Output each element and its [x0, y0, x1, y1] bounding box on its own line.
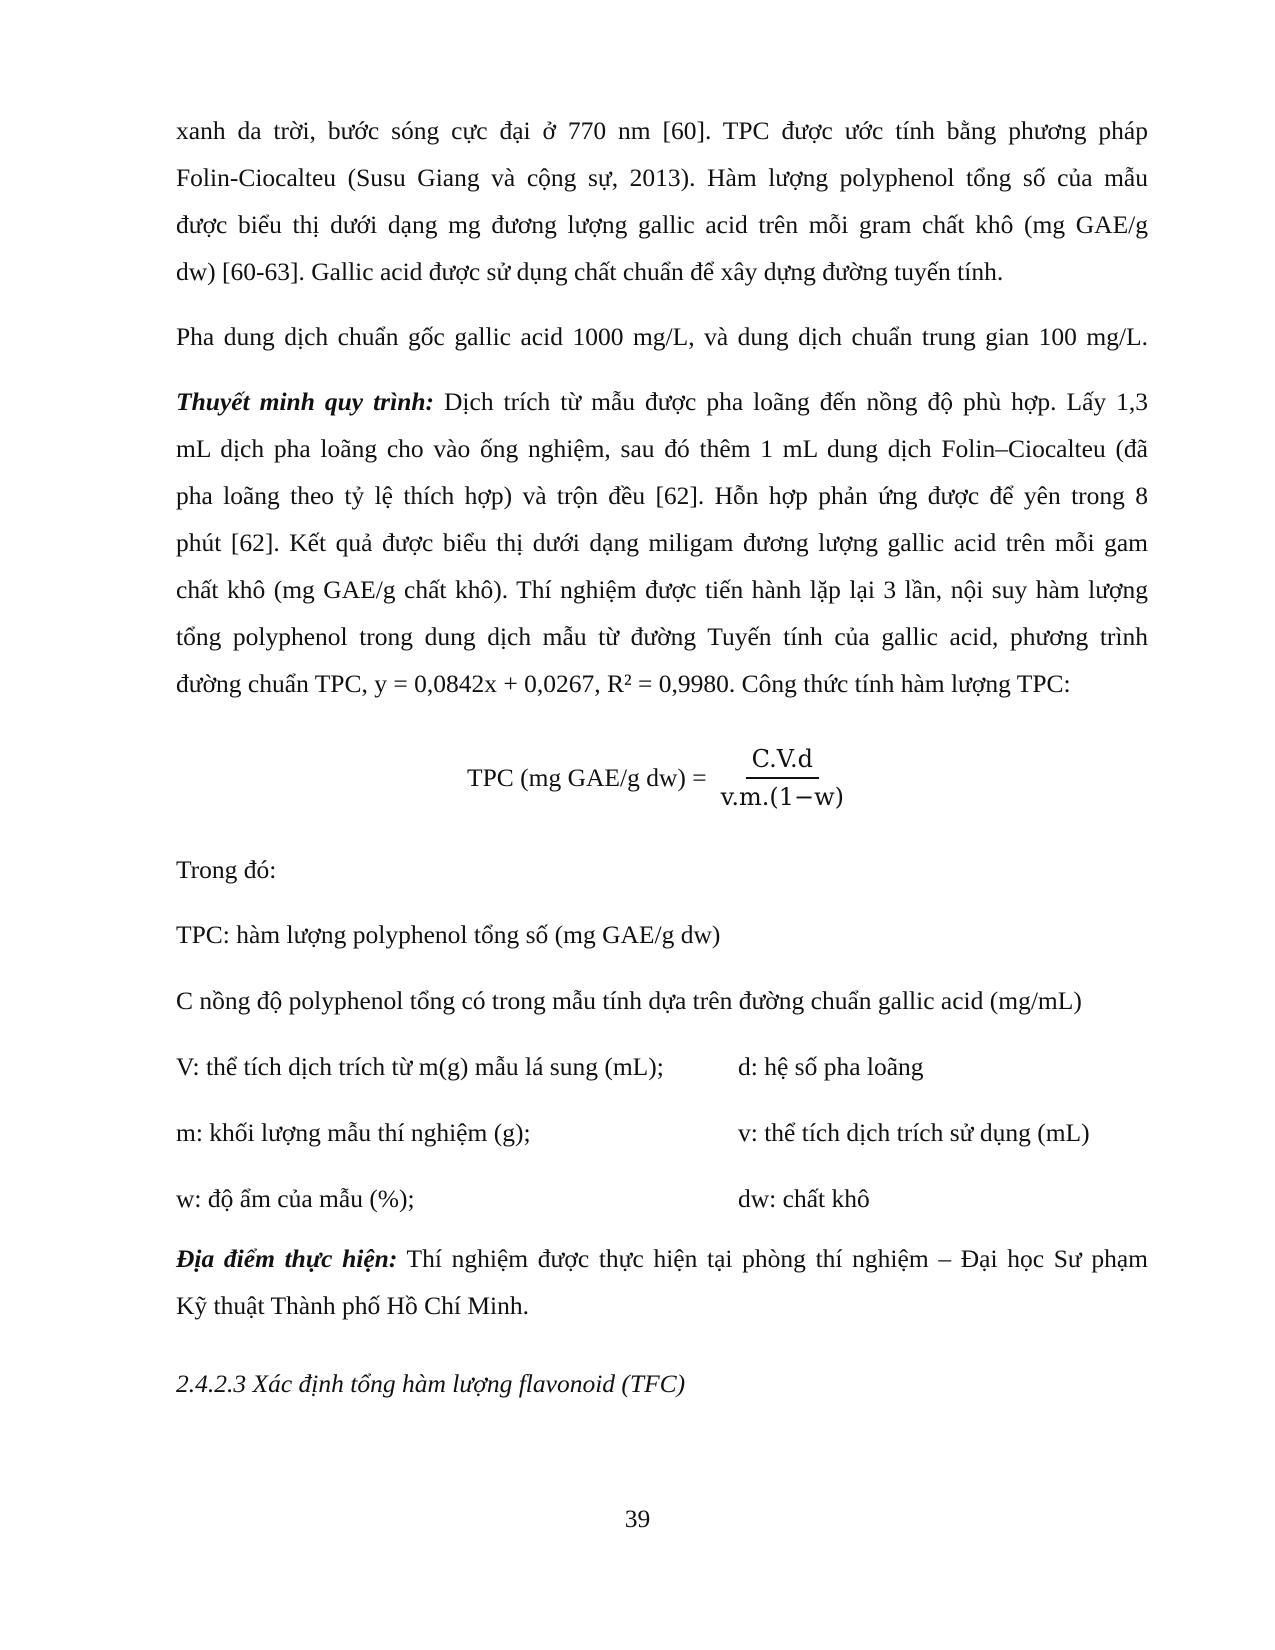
definition-d: d: hệ số pha loãng — [738, 1052, 924, 1081]
text-line: tổng polyphenol trong dung dịch mẫu từ đường Tuyến tính của gallic acid, phương trình — [176, 622, 1148, 651]
text-line: phút [62]. Kết quả được biểu thị dưới dạng miligam đương lượng gallic acid trên mỗi gam — [176, 528, 1148, 557]
text-line: Kỹ thuật Thành phố Hồ Chí Minh. — [176, 1291, 529, 1320]
formula-denominator: v.m.(1−w) — [720, 783, 844, 811]
procedure-paragraph — [176, 378, 1148, 707]
standard-solution-paragraph — [176, 313, 1148, 360]
definition-tpc: TPC: hàm lượng polyphenol tổng số (mg GAE/g dw) — [176, 920, 721, 949]
text-line: xanh da trời, bước sóng cực đại ở 770 nm [60]. TPC được ước tính bằng phương pháp — [176, 116, 1148, 145]
formula-numerator: C.V.d — [746, 745, 819, 779]
text-line: chất khô (mg GAE/g chất khô). Thí nghiệm được tiến hành lặp lại 3 lần, nội suy hàm lượng — [176, 575, 1148, 604]
procedure-first-line: Dịch trích từ mẫu được pha loãng đến nồng độ phù hợp. Lấy 1,3 — [434, 387, 1148, 416]
definition-V: V: thể tích dịch trích từ m(g) mẫu lá sung (mL); — [176, 1052, 664, 1081]
definition-w: w: độ ẩm của mẫu (%); — [176, 1184, 415, 1213]
location-paragraph — [176, 1235, 1148, 1329]
formula-lhs: TPC (mg GAE/g dw) = — [467, 763, 707, 792]
text-line: pha loãng theo tỷ lệ thích hợp) và trộn đều [62]. Hỗn hợp phản ứng được để yên trong 8 — [176, 481, 1148, 510]
text-line — [176, 378, 1148, 425]
text-line: được biểu thị dưới dạng mg đương lượng gallic acid trên mỗi gram chất khô (mg GAE/g — [176, 210, 1148, 239]
intro-paragraph — [176, 107, 1148, 295]
location-first-line: Thí nghiệm được thực hiện tại phòng thí nghiệm – Đại học Sư phạm — [397, 1244, 1149, 1273]
definition-c: C nồng độ polyphenol tổng có trong mẫu tính dựa trên đường chuẩn gallic acid (mg/mL) — [176, 986, 1082, 1015]
procedure-label: Thuyết minh quy trình: — [176, 387, 435, 416]
page-number: 39 — [624, 1504, 651, 1533]
definition-v: v: thể tích dịch trích sử dụng (mL) — [738, 1118, 1090, 1147]
text-line: mL dịch pha loãng cho vào ống nghiệm, sau đó thêm 1 mL dung dịch Folin–Ciocalteu (đã — [176, 434, 1148, 463]
text-line — [176, 1235, 1148, 1282]
location-label: Địa điểm thực hiện: — [176, 1244, 398, 1273]
definition-m: m: khối lượng mẫu thí nghiệm (g); — [176, 1118, 531, 1147]
text-line: đường chuẩn TPC, y = 0,0842x + 0,0267, R² = 0,9980. Công thức tính hàm lượng TPC: — [176, 669, 1071, 698]
text-line: Pha dung dịch chuẩn gốc gallic acid 1000 mg/L, và dung dịch chuẩn trung gian 100 mg/L. — [176, 322, 1148, 351]
tpc-formula — [467, 738, 850, 818]
section-heading: 2.4.2.3 Xác định tổng hàm lượng flavonoid (TFC) — [176, 1369, 686, 1398]
text-line: Folin-Ciocalteu (Susu Giang và cộng sự, 2013). Hàm lượng polyphenol tổng số của mẫu — [176, 163, 1148, 192]
definitions-intro: Trong đó: — [176, 855, 277, 884]
formula-fraction — [715, 745, 850, 811]
definition-dw: dw: chất khô — [738, 1184, 870, 1213]
text-line: dw) [60-63]. Gallic acid được sử dụng chất chuẩn để xây dựng đường tuyến tính. — [176, 257, 1004, 286]
